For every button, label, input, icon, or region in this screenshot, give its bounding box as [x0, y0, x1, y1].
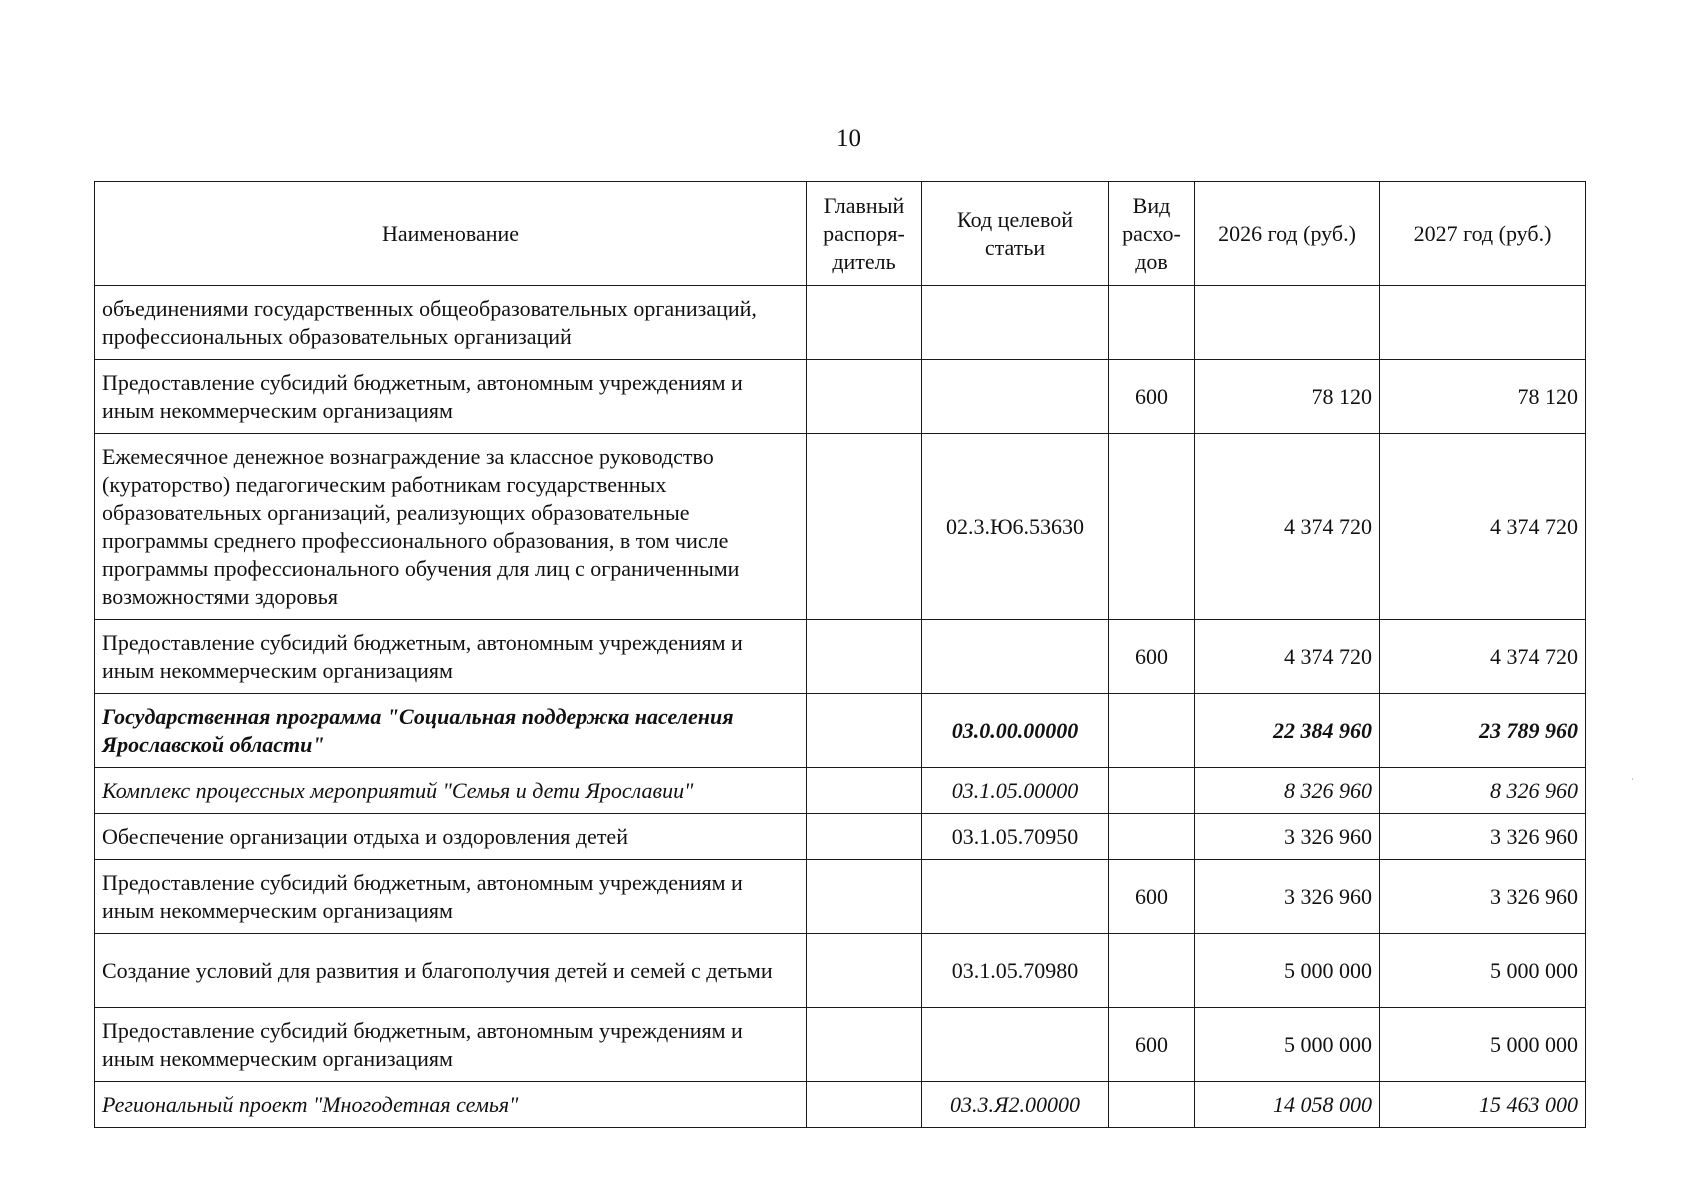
row-name: Ежемесячное денежное вознаграждение за классное руководство (кураторство) педагогическим работникам государственных образовательных организаций, реализующих образовательные программы среднего профессионального образования, в том числе программы профессионального обучения для лиц с ограниченными возможностями здоровья [95, 434, 807, 620]
header-code: Код целевой статьи [922, 182, 1109, 286]
scan-mark [1632, 778, 1633, 780]
row-code [922, 860, 1109, 934]
row-name: Комплекс процессных мероприятий "Семья и дети Ярославии" [95, 768, 807, 814]
row-admin [807, 360, 922, 434]
row-2026: 5 000 000 [1195, 1008, 1380, 1082]
row-2027: 3 326 960 [1380, 814, 1586, 860]
row-2027: 5 000 000 [1380, 934, 1586, 1008]
table-row [95, 934, 1586, 1008]
row-2026: 22 384 960 [1195, 694, 1380, 768]
table-row [95, 434, 1586, 620]
row-2027: 4 374 720 [1380, 620, 1586, 694]
row-name: Предоставление субсидий бюджетным, автономным учреждениям и иным некоммерческим организациям [95, 620, 807, 694]
table-header-row [95, 182, 1586, 286]
header-type: Вид расхо-дов [1109, 182, 1195, 286]
row-admin [807, 434, 922, 620]
row-type [1109, 1082, 1195, 1128]
row-admin [807, 620, 922, 694]
row-2026: 14 058 000 [1195, 1082, 1380, 1128]
row-name: Предоставление субсидий бюджетным, автономным учреждениям и иным некоммерческим организациям [95, 1008, 807, 1082]
row-admin [807, 1008, 922, 1082]
row-name: Региональный проект "Многодетная семья" [95, 1082, 807, 1128]
row-code [922, 620, 1109, 694]
row-name: объединениями государственных общеобразовательных организаций, профессиональных образовательных организаций [95, 286, 807, 360]
row-2027: 8 326 960 [1380, 768, 1586, 814]
header-2027: 2027 год (руб.) [1380, 182, 1586, 286]
row-admin [807, 1082, 922, 1128]
row-name: Создание условий для развития и благополучия детей и семей с детьми [95, 934, 807, 1008]
row-2026: 4 374 720 [1195, 620, 1380, 694]
row-name: Предоставление субсидий бюджетным, автономным учреждениям и иным некоммерческим организациям [95, 360, 807, 434]
row-code: 02.3.Ю6.53630 [922, 434, 1109, 620]
row-code: 03.1.05.00000 [922, 768, 1109, 814]
page-number: 10 [836, 125, 861, 152]
table-row [95, 814, 1586, 860]
table-row-project [95, 1082, 1586, 1128]
row-code: 03.1.05.70950 [922, 814, 1109, 860]
row-2026: 3 326 960 [1195, 860, 1380, 934]
row-code [922, 360, 1109, 434]
table-row [95, 1008, 1586, 1082]
row-admin [807, 286, 922, 360]
row-name: Обеспечение организации отдыха и оздоровления детей [95, 814, 807, 860]
row-admin [807, 860, 922, 934]
row-2027: 23 789 960 [1380, 694, 1586, 768]
row-name: Государственная программа "Социальная поддержка населения Ярославской области" [95, 694, 807, 768]
row-type [1109, 286, 1195, 360]
row-code [922, 286, 1109, 360]
row-type: 600 [1109, 620, 1195, 694]
table-row-program [95, 694, 1586, 768]
row-type: 600 [1109, 1008, 1195, 1082]
row-code: 03.3.Я2.00000 [922, 1082, 1109, 1128]
row-type [1109, 434, 1195, 620]
row-type: 600 [1109, 860, 1195, 934]
row-type [1109, 934, 1195, 1008]
header-name: Наименование [95, 182, 807, 286]
row-2027: 15 463 000 [1380, 1082, 1586, 1128]
row-type: 600 [1109, 360, 1195, 434]
table-row [95, 860, 1586, 934]
row-admin [807, 934, 922, 1008]
row-2026 [1195, 286, 1380, 360]
row-admin [807, 768, 922, 814]
row-admin [807, 814, 922, 860]
table-row-complex [95, 768, 1586, 814]
row-2026: 5 000 000 [1195, 934, 1380, 1008]
budget-table [94, 181, 1586, 1128]
row-code: 03.0.00.00000 [922, 694, 1109, 768]
row-admin [807, 694, 922, 768]
row-code: 03.1.05.70980 [922, 934, 1109, 1008]
row-2026: 78 120 [1195, 360, 1380, 434]
row-2027: 5 000 000 [1380, 1008, 1586, 1082]
table-row [95, 620, 1586, 694]
header-admin: Главный распоря-дитель [807, 182, 922, 286]
row-2027: 3 326 960 [1380, 860, 1586, 934]
row-2026: 8 326 960 [1195, 768, 1380, 814]
header-2026: 2026 год (руб.) [1195, 182, 1380, 286]
row-type [1109, 814, 1195, 860]
table-row [95, 360, 1586, 434]
row-name: Предоставление субсидий бюджетным, автономным учреждениям и иным некоммерческим организациям [95, 860, 807, 934]
row-type [1109, 768, 1195, 814]
row-2027 [1380, 286, 1586, 360]
row-type [1109, 694, 1195, 768]
row-code [922, 1008, 1109, 1082]
row-2027: 78 120 [1380, 360, 1586, 434]
row-2026: 3 326 960 [1195, 814, 1380, 860]
row-2027: 4 374 720 [1380, 434, 1586, 620]
table-row [95, 286, 1586, 360]
row-2026: 4 374 720 [1195, 434, 1380, 620]
